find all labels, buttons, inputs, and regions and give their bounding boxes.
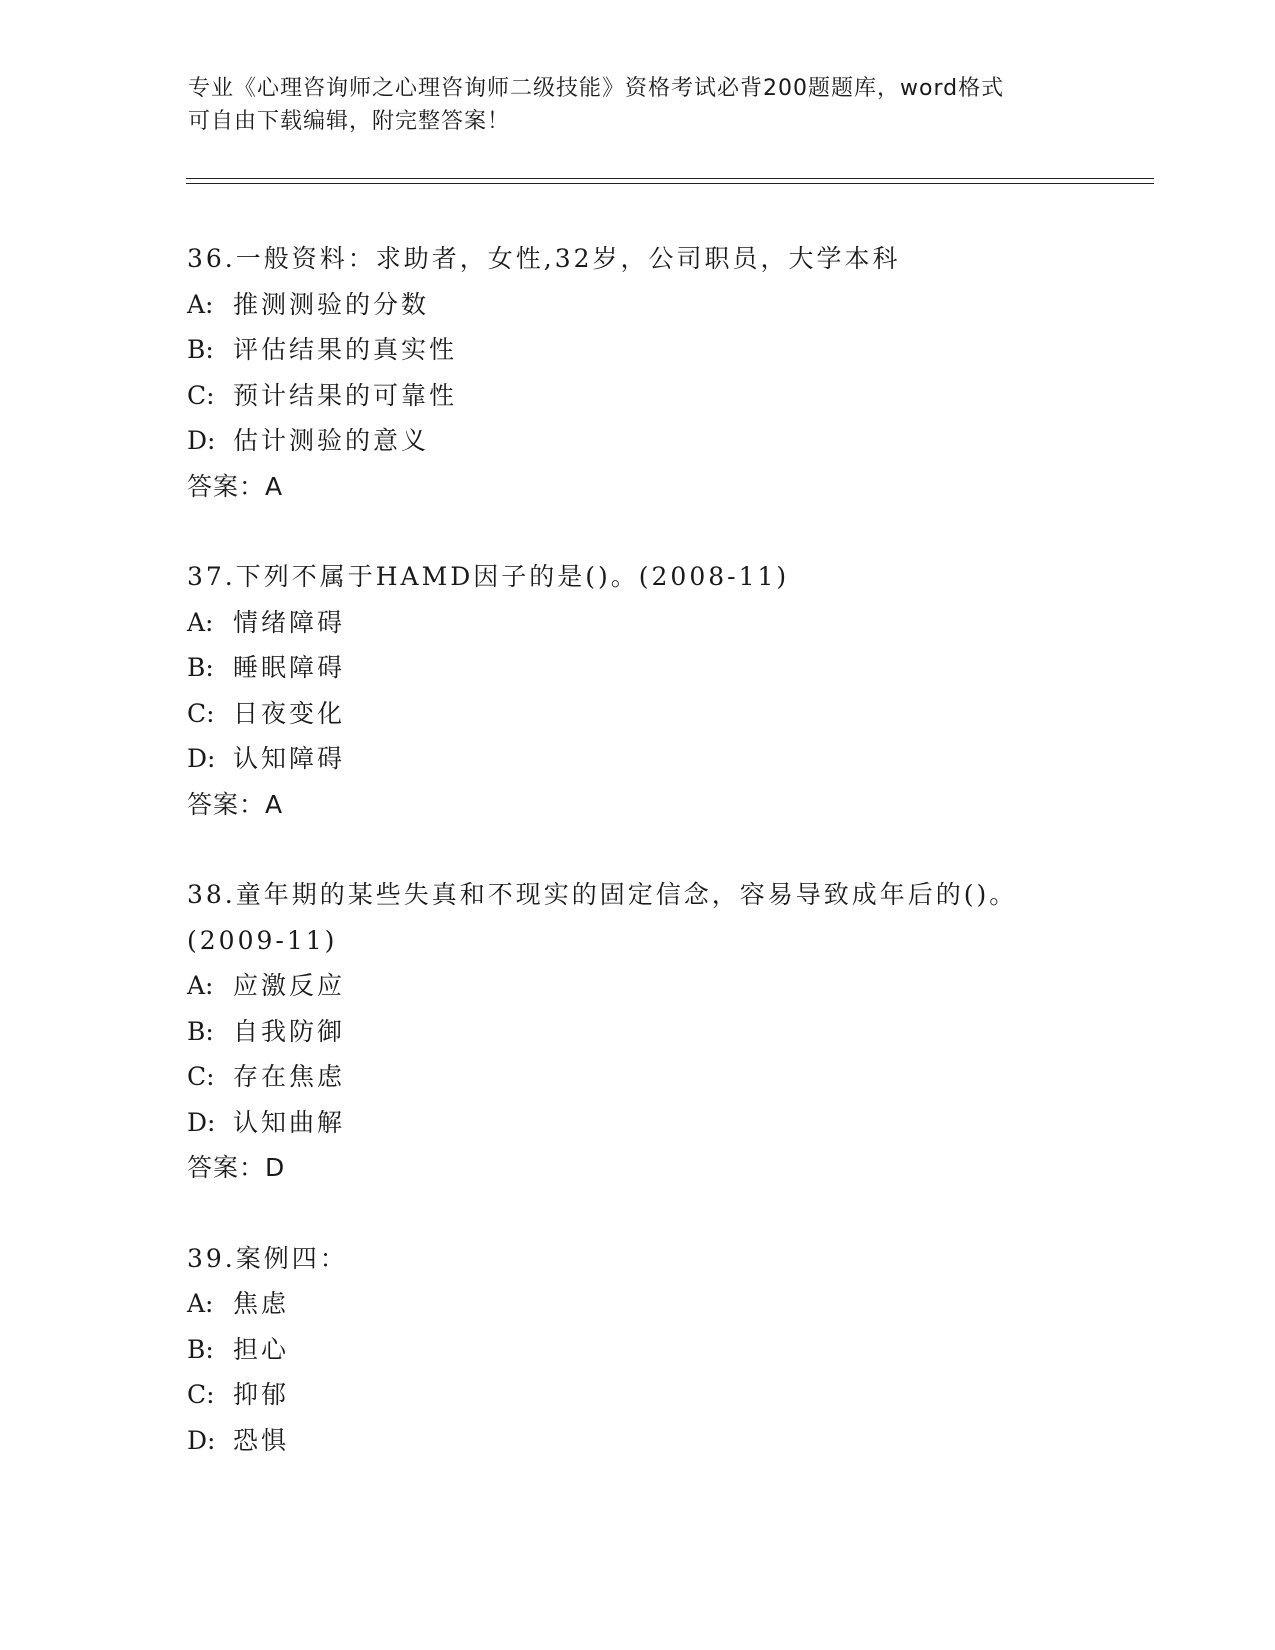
option-row (187, 1009, 1147, 1055)
option-row (187, 1054, 1147, 1100)
option-letter: B: (187, 1334, 214, 1364)
question-stem: 37.下列不属于HAMD因子的是()。(2008-11) (187, 562, 790, 591)
header-divider-bottom (186, 183, 1154, 184)
question-stem: 38.童年期的某些失真和不现实的固定信念，容易导致成年后的()。 (187, 880, 1018, 909)
option-text: 存在焦虑 (233, 1062, 346, 1091)
question-stem: 36.一般资料：求助者，女性,32岁，公司职员，大学本科 (187, 244, 901, 273)
document-header (188, 72, 1088, 138)
question-block (187, 1236, 1147, 1464)
answer-line: 答案：D (187, 1153, 286, 1182)
option-row (187, 736, 1147, 782)
option-text: 评估结果的真实性 (233, 335, 458, 364)
option-letter: C: (187, 1062, 215, 1091)
question-stem: 39.案例四： (187, 1243, 348, 1273)
option-row (187, 691, 1147, 737)
option-row (187, 327, 1147, 373)
question-block (187, 872, 1147, 1191)
option-row (187, 1372, 1147, 1418)
option-letter: C: (187, 380, 215, 410)
option-letter: B: (187, 1016, 214, 1046)
option-letter: A: (187, 607, 214, 637)
option-text: 认知障碍 (233, 744, 346, 773)
answer-line: 答案：A (187, 789, 284, 819)
option-text: 睡眠障碍 (233, 653, 346, 682)
option-letter: B: (187, 653, 214, 682)
option-text: 认知曲解 (233, 1107, 346, 1137)
header-divider-top (186, 178, 1154, 179)
option-letter: D: (187, 1107, 216, 1137)
option-row (187, 1327, 1147, 1373)
option-text: 恐惧 (233, 1425, 290, 1455)
option-text: 预计结果的可靠性 (233, 380, 458, 410)
option-text: 抑郁 (233, 1380, 290, 1409)
option-text: 自我防御 (233, 1016, 346, 1046)
option-letter: A: (187, 1289, 214, 1318)
option-text: 推测测验的分数 (233, 289, 430, 319)
option-letter: D: (187, 1425, 216, 1455)
option-text: 应激反应 (233, 971, 346, 1000)
option-row (187, 963, 1147, 1009)
option-text: 日夜变化 (233, 698, 346, 728)
option-row (187, 1100, 1147, 1146)
question-block (187, 236, 1147, 509)
option-row (187, 645, 1147, 691)
option-row (187, 1281, 1147, 1327)
question-stem: (2009-11) (187, 925, 338, 955)
option-letter: D: (187, 744, 216, 773)
header-line-1: 专业《心理咨询师之心理咨询师二级技能》资格考试必背200题题库，word格式 (188, 76, 1005, 101)
question-list (187, 236, 1147, 1508)
option-row (187, 1418, 1147, 1464)
question-block (187, 554, 1147, 827)
option-row (187, 418, 1147, 464)
option-text: 情绪障碍 (233, 607, 346, 637)
option-letter: A: (187, 289, 214, 319)
option-row (187, 282, 1147, 328)
option-row (187, 600, 1147, 646)
answer-line: 答案：A (187, 471, 284, 501)
option-text: 焦虑 (233, 1289, 290, 1318)
option-row (187, 373, 1147, 419)
option-text: 估计测验的意义 (233, 426, 430, 455)
option-text: 担心 (233, 1334, 290, 1364)
option-letter: C: (187, 698, 215, 728)
option-letter: A: (187, 971, 214, 1000)
header-line-2: 可自由下载编辑，附完整答案！ (188, 109, 511, 134)
option-letter: B: (187, 335, 214, 364)
option-letter: D: (187, 426, 216, 455)
option-letter: C: (187, 1380, 215, 1409)
